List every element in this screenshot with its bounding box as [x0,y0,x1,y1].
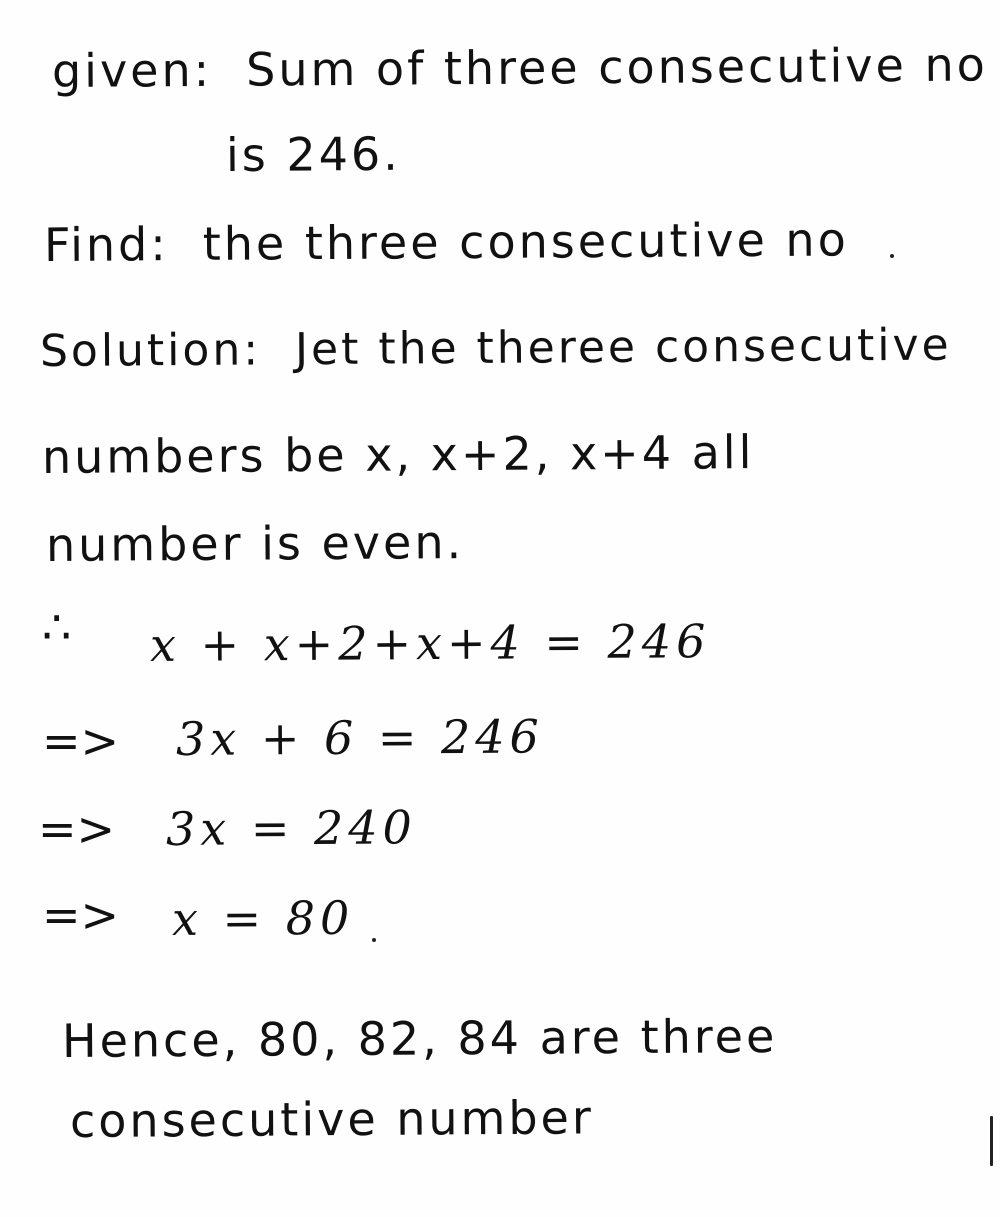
conclusion-text-2: consecutive number [69,1090,594,1148]
therefore-symbol: ∴ [42,600,72,654]
given-text-continued: is 246. [225,126,401,182]
given-line [51,37,988,98]
find-label: Find: [43,217,169,272]
solution-line [39,319,952,377]
solution-line-2 [41,425,755,484]
conclusion-text: Hence, 80, 82, 84 are three [61,1009,778,1068]
equation-step-2-text: 3x + 6 = 246 [175,709,545,766]
equation-step-2 [175,709,545,766]
equation-step-3-text: 3x = 240 [165,800,417,856]
edge-mark [990,1116,993,1166]
solution-text-2: numbers be x, x+2, x+4 all [41,425,755,484]
given-label: given: [51,42,213,98]
given-line-continued [225,126,401,182]
find-line [43,212,849,272]
equation-step-3 [165,800,417,856]
implies-arrow-2: => [38,802,116,856]
implies-arrow-3: => [42,888,120,942]
given-text: Sum of three consecutive no [245,37,988,97]
equation-step-1-text: x + x+2+x+4 = 246 [149,614,711,672]
equation-step-4-text: x = 80 [171,890,355,946]
equation-step-4 [171,890,355,946]
ink-speck [890,254,894,258]
solution-text: Jet the theree consecutive [294,319,952,376]
find-text: the three consecutive no [202,212,849,271]
conclusion-line [61,1009,778,1068]
solution-line-3 [45,515,465,572]
implies-arrow-1: => [42,714,120,768]
conclusion-line-2 [69,1090,594,1148]
solution-text-3: number is even. [45,515,465,572]
solution-label: Solution: [39,324,262,377]
equation-step-1 [149,614,711,672]
ink-speck [372,938,376,942]
